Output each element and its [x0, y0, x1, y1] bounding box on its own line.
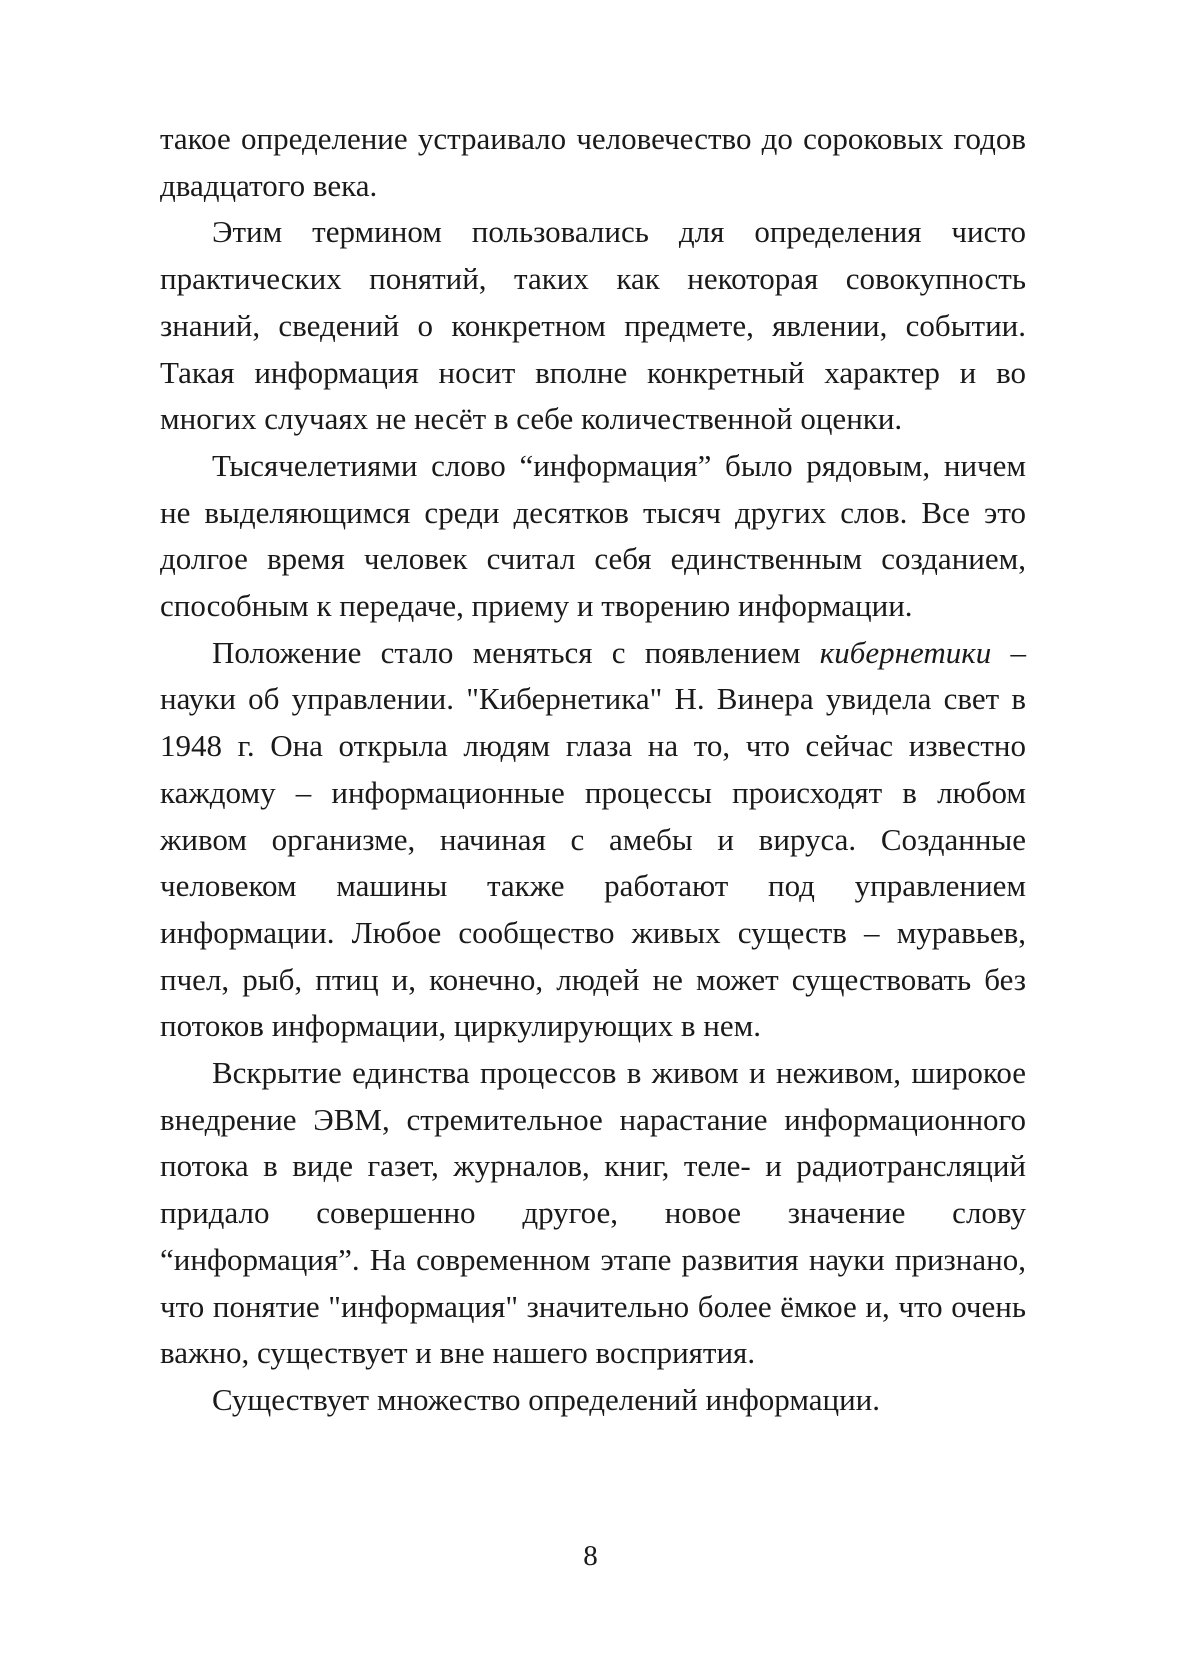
paragraph-2: Этим термином пользовались для определения чисто практических понятий, таких как некоторая совокупность знаний, сведений о конкретном предмете, явлении, событии. Такая информация носит вполне конкретный характер и во многих случаях не несёт в себе количественной оценки.	[160, 214, 1026, 437]
page-number: 8	[583, 1540, 598, 1572]
paragraph-4-rest: – науки об управлении. "Кибернетика" Н. Винера увидела свет в 1948 г. Она открыла людям глаза на то, что сейчас известно каждому – информационные процессы происходят в любом живом организме, начиная с амебы и вируса. Созданные человеком машины также работают под управлением информации. Любое сообщество живых существ – муравьев, пчел, рыб, птиц и, конечно, людей не может существовать без потоков информации, циркулирующих в нем.	[160, 634, 1026, 1044]
paragraph-4	[160, 630, 1026, 1050]
paragraph-5: Вскрытие единства процессов в живом и неживом, широкое внедрение ЭВМ, стремительное нарастание информационного потока в виде газет, журналов, книг, теле- и радиотрансляций придало совершенно другое, новое значение слову “информация”. На современном этапе развития науки признано, что понятие "информация" значительно более ёмкое и, что очень важно, существует и вне нашего восприятия.	[160, 1055, 1026, 1371]
cybernetics-term: кибернетики	[819, 634, 992, 670]
paragraph-6: Существует множество определений информации.	[212, 1381, 880, 1417]
body-text	[160, 116, 1026, 1424]
paragraph-1: такое определение устраивало человечество до сороковых годов двадцатого века.	[160, 121, 1026, 203]
paragraph-3: Тысячелетиями слово “информация” было рядовым, ничем не выделяющимся среди десятков тысяч других слов. Все это долгое время человек считал себя единственным созданием, способным к передаче, приему и творению информации.	[160, 447, 1026, 624]
paragraph-4-start: Положение стало меняться с появлением	[212, 634, 820, 670]
